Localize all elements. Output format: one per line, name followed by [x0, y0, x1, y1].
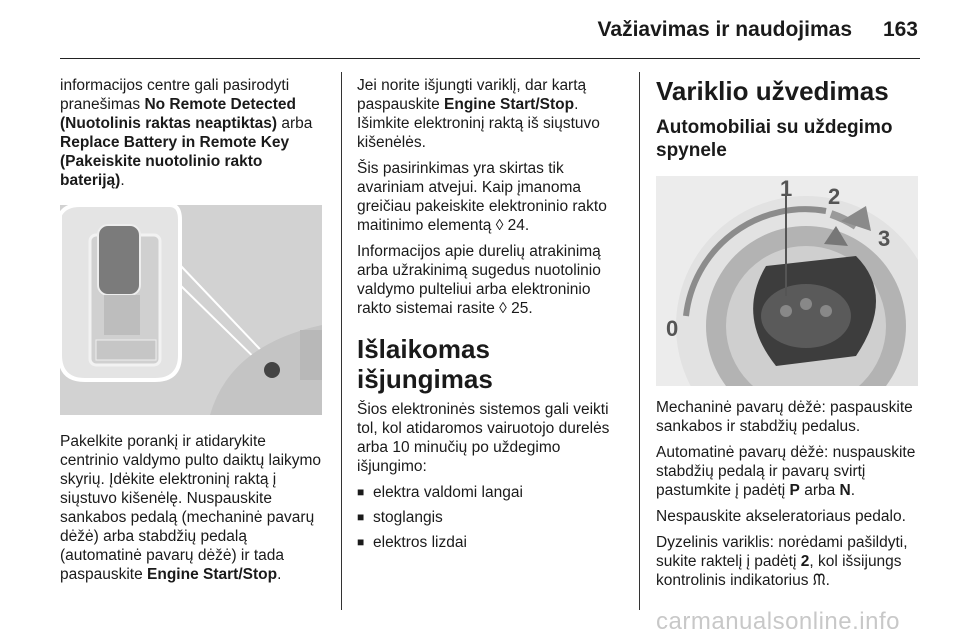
paragraph	[656, 443, 924, 500]
paragraph	[357, 76, 625, 152]
text: .	[825, 572, 830, 589]
position-label-3: 3	[878, 226, 891, 251]
paragraph: Informacijos apie durelių atrakinimą arba užrakinimą sugedus nuotolinio valdymo pulteliui arba elektroninio rakto sistemai rasite ◊ 25.	[357, 243, 601, 317]
ignition-switch-illustration	[656, 176, 918, 386]
position-label-2: 2	[828, 184, 841, 209]
bold-text: Replace Battery in Remote Key (Pakeiskite nuotolinio rakto bateriją)	[60, 134, 290, 189]
column-2	[357, 76, 625, 558]
bullet-icon: ■	[357, 485, 365, 499]
section-title: Išlaikomas išjungimas	[357, 334, 493, 394]
paragraph	[656, 533, 924, 590]
bold-text: 2	[800, 553, 810, 570]
list-item-text: elektra valdomi langai	[373, 484, 523, 501]
bullet-icon: ■	[357, 535, 365, 549]
list-item	[357, 508, 625, 527]
page-number: 163	[882, 18, 918, 41]
text: arba	[799, 482, 840, 499]
paragraph	[60, 76, 326, 190]
text: Pakelkite porankį ir atidarykite centrinio valdymo pulto daiktų laikymo skyrių. Įdėkite elektroninį raktą į siųstuvo kišenėlę. Nuspauskite sankabos pedalą (mechaninė pavarų dėžė) arba stabdžių pedalą (automatinė pavarų dėžė) ir tada paspauskite	[60, 433, 322, 583]
bold-text: N	[839, 482, 851, 499]
text: Automatinė pavarų dėžė: nuspauskite stabdžių pedalą ir pavarų svirtį pastumkite į padėtį	[656, 444, 916, 499]
text: arba	[277, 115, 313, 132]
position-label-1: 1	[780, 176, 793, 201]
bold-text: No Remote Detected (Nuotolinis raktas neaptiktas)	[60, 96, 297, 132]
paragraph: Mechaninė pavarų dėžė: paspauskite sankabos ir stabdžių pedalus.	[656, 399, 913, 435]
paragraph: Šios elektroninės sistemos gali veikti tol, kol atidaromos vairuotojo durelės arba 10 minučių po uždegimo išjungimo:	[357, 401, 610, 475]
text: .	[120, 172, 125, 189]
list-item-text: elektros lizdai	[373, 534, 467, 551]
text: Jei norite išjungti variklį, dar kartą paspauskite	[357, 77, 587, 113]
glow-plug-indicator-icon: ᙏ	[812, 572, 826, 589]
column-3	[656, 76, 924, 597]
paragraph	[60, 432, 326, 584]
column-1	[60, 76, 326, 591]
page-header-title: Važiavimas ir naudojimas	[597, 18, 852, 41]
paragraph: Nespauskite akseleratoriaus pedalo.	[656, 508, 906, 525]
text: Dyzelinis variklis: norėdami pašildyti, sukite raktelį į padėtį	[656, 534, 908, 570]
bullet-list	[357, 483, 625, 552]
list-item-text: stoglangis	[373, 509, 443, 526]
list-item	[357, 533, 625, 552]
text: .	[850, 482, 856, 499]
list-item	[357, 483, 625, 502]
bullet-icon: ■	[357, 510, 365, 524]
bold-text: P	[789, 482, 800, 499]
position-label-0: 0	[666, 316, 679, 341]
watermark: carmanualsonline.info	[656, 608, 900, 635]
bold-text: Engine Start/Stop	[444, 96, 575, 113]
sub-title: Automobiliai su uždegimo spynele	[656, 117, 893, 161]
text: , kol išsijungs kontrolinis indikatorius	[656, 553, 902, 589]
bold-text: Engine Start/Stop	[147, 566, 278, 583]
column-divider-1	[341, 72, 342, 610]
text: informacijos centre gali pasirodyti pranešimas	[60, 77, 290, 113]
column-divider-2	[639, 72, 640, 610]
text: .	[277, 566, 282, 583]
header-rule	[60, 58, 920, 59]
text: . Išimkite elektroninį raktą iš siųstuvo kišenėlės.	[357, 96, 600, 151]
paragraph: Šis pasirinkimas yra skirtas tik avariniam atvejui. Kaip įmanoma greičiau pakeiskite elektroninio rakto maitinimo elementą ◊ 24.	[357, 160, 607, 234]
section-title: Variklio užvedimas	[656, 76, 889, 106]
key-pocket-illustration	[60, 205, 322, 415]
